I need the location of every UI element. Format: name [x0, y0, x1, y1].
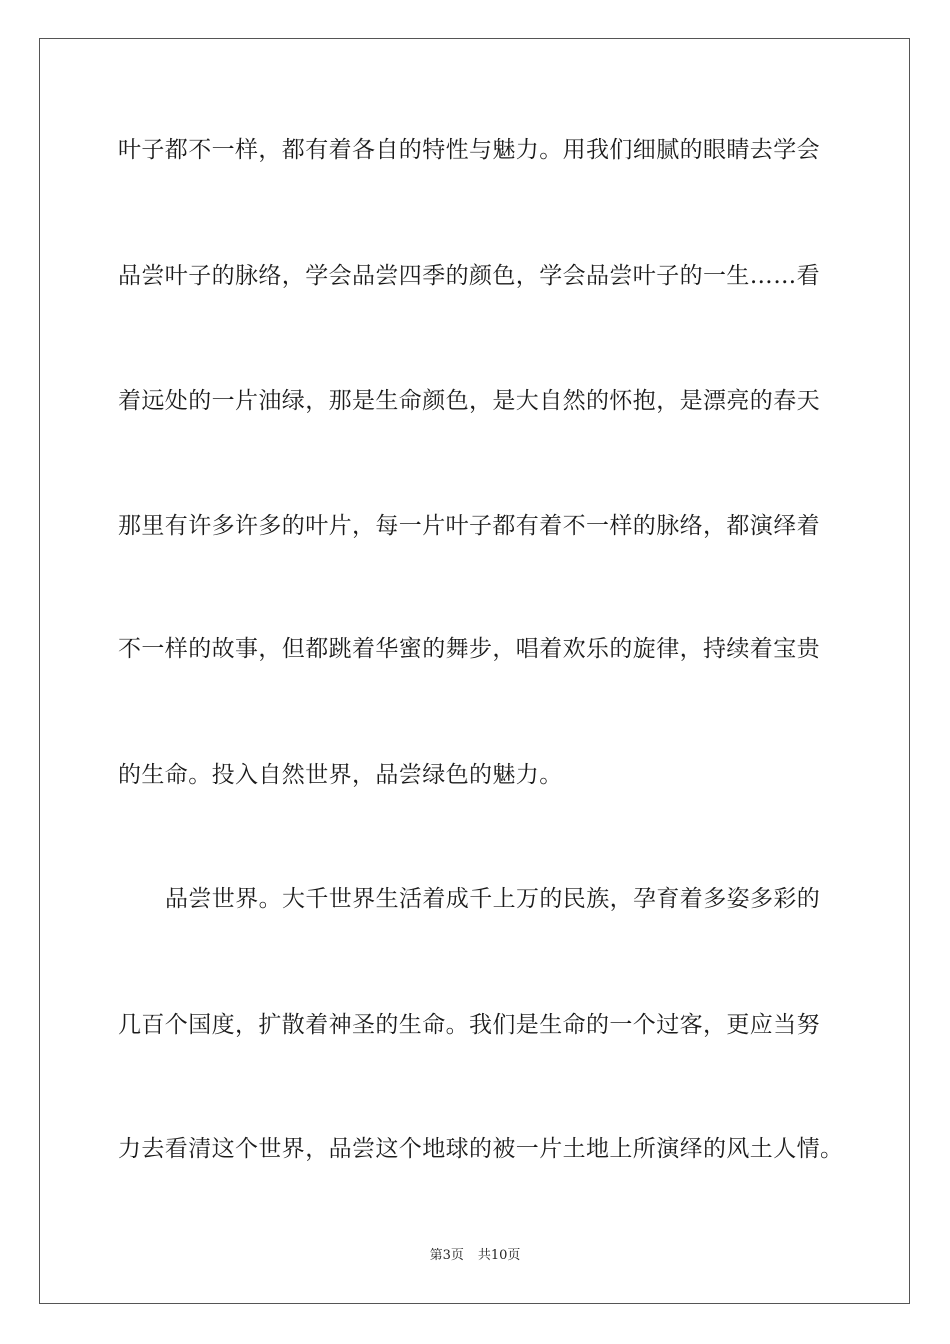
text-line-9: 力去看清这个世界，品尝这个地球的被一片土地上所演绎的风土人情。 — [118, 1136, 844, 1162]
text-line-2: 品尝叶子的脉络，学会品尝四季的颜色，学会品尝叶子的一生……看 — [118, 263, 820, 289]
text-line-1: 叶子都不一样，都有着各自的特性与魅力。用我们细腻的眼睛去学会 — [118, 137, 820, 163]
text-line-5: 不一样的故事，但都跳着华蜜的舞步，唱着欢乐的旋律，持续着宝贵 — [118, 636, 820, 662]
page-footer — [0, 1247, 950, 1265]
text-line-7: 品尝世界。大千世界生活着成千上万的民族，孕育着多姿多彩的 — [165, 886, 821, 912]
text-line-8: 几百个国度，扩散着神圣的生命。我们是生命的一个过客，更应当努 — [118, 1012, 820, 1038]
page-border — [39, 38, 910, 1304]
text-line-4: 那里有许多许多的叶片，每一片叶子都有着不一样的脉络，都演绎着 — [118, 513, 820, 539]
page-number: 第3页 — [429, 1248, 464, 1263]
text-line-6: 的生命。投入自然世界，品尝绿色的魅力。 — [118, 762, 563, 788]
page-total: 共10页 — [477, 1248, 521, 1263]
text-line-3: 着远处的一片油绿，那是生命颜色，是大自然的怀抱，是漂亮的春天 — [118, 388, 820, 414]
